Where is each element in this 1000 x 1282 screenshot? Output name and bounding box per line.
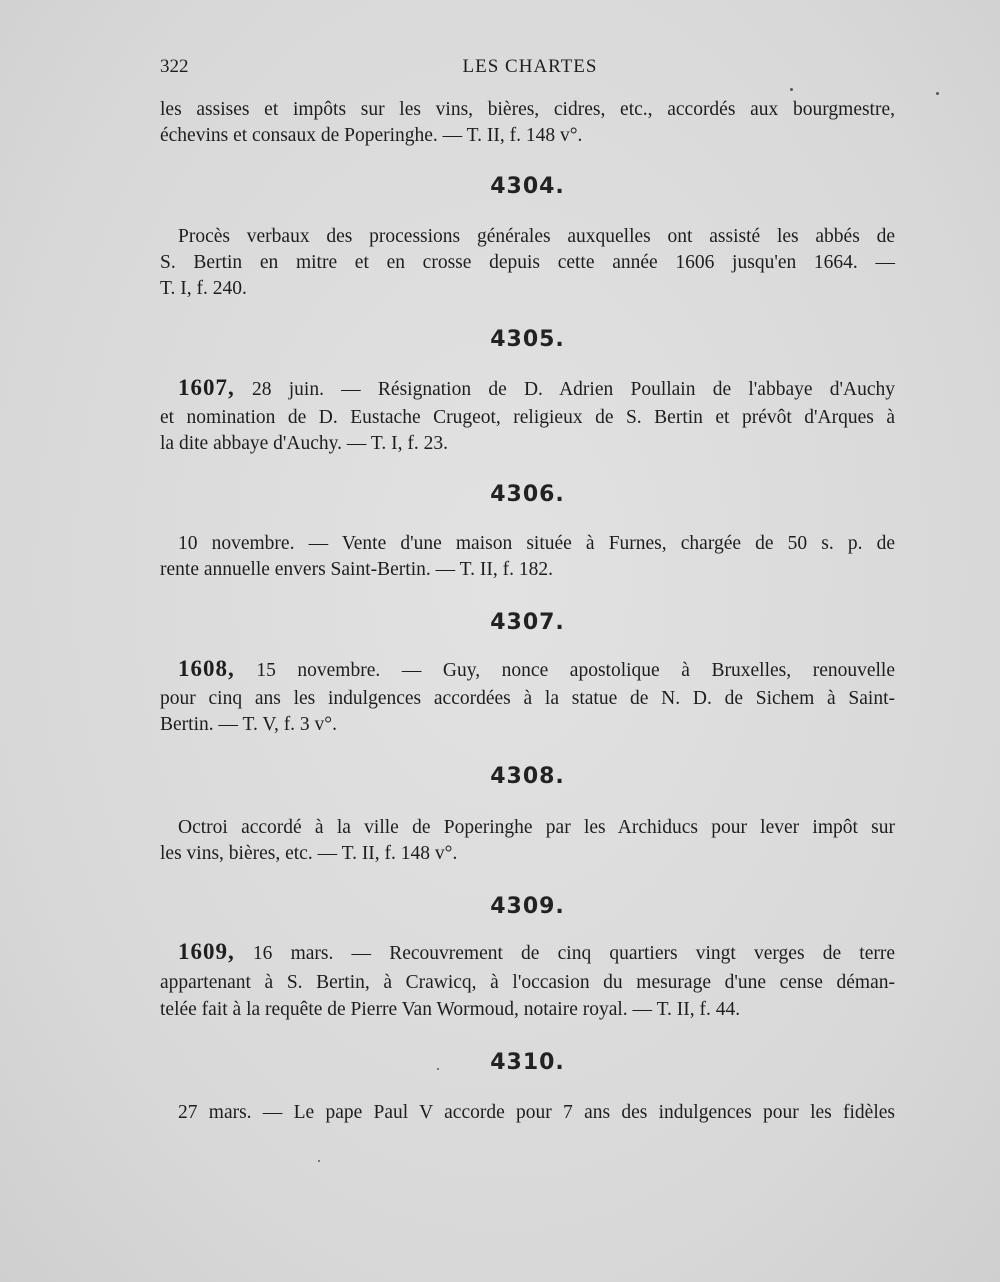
paper-speck [318,1160,320,1162]
entry-line: et nomination de D. Eustache Crugeot, religieux de S. Bertin et prévôt d'Arques à [160,407,895,428]
entry-year: 1609, [178,939,235,964]
paper-speck [936,92,939,95]
entry-number: 4307. [490,610,565,635]
entry-number: 4309. [490,894,565,919]
entry-line: rente annuelle envers Saint-Bertin. — T. II, f. 182. [160,559,553,580]
entry-line: la dite abbaye d'Auchy. — T. I, f. 23. [160,433,448,454]
entry-line: 27 mars. — Le pape Paul V accorde pour 7 ans des indulgences pour les fidèles [178,1102,895,1123]
page-number: 322 [160,56,189,77]
entry-line: telée fait à la requête de Pierre Van Wormoud, notaire royal. — T. II, f. 44. [160,999,741,1020]
entry-line-text: 16 mars. — Recouvrement de cinq quartiers vingt verges de terre [234,943,895,964]
entry-number: 4306. [490,482,565,507]
entry-number: 4304. [490,174,565,199]
entry-year: 1607, [178,375,235,400]
entry-number: 4310. [490,1050,565,1075]
paper-speck [790,88,793,91]
entry-line: les vins, bières, etc. — T. II, f. 148 v°. [160,843,458,864]
entry-line-text: 15 novembre. — Guy, nonce apostolique à Bruxelles, renouvelle [234,660,895,681]
entry-year: 1608, [178,656,235,681]
page-header [160,52,900,82]
entry-line [178,939,895,967]
entry-number: 4305. [490,327,565,352]
entry-line: T. I, f. 240. [160,278,247,299]
continuation-line: échevins et consaux de Poperinghe. — T. II, f. 148 v°. [160,125,583,146]
entry-line: 10 novembre. — Vente d'une maison située à Furnes, chargée de 50 s. p. de [178,533,895,554]
entry-line: S. Bertin en mitre et en crosse depuis cette année 1606 jusqu'en 1664. — [160,252,895,273]
continuation-line: les assises et impôts sur les vins, bières, cidres, etc., accordés aux bourgmestre, [160,99,895,120]
entry-line: Octroi accordé à la ville de Poperinghe par les Archiducs pour lever impôt sur [178,817,895,838]
entry-line [178,375,895,403]
entry-line: Bertin. — T. V, f. 3 v°. [160,714,337,735]
entry-line: appartenant à S. Bertin, à Crawicq, à l'occasion du mesurage d'une cense déman- [160,972,895,993]
running-title: LES CHARTES [462,56,598,77]
entry-line [178,656,895,684]
entry-line-text: 28 juin. — Résignation de D. Adrien Poullain de l'abbaye d'Auchy [234,379,895,400]
entry-number: 4308. [490,764,565,789]
paper-speck [437,1068,439,1070]
entry-line: Procès verbaux des processions générales auxquelles ont assisté les abbés de [178,226,895,247]
entry-line: pour cinq ans les indulgences accordées à la statue de N. D. de Sichem à Saint- [160,688,895,709]
